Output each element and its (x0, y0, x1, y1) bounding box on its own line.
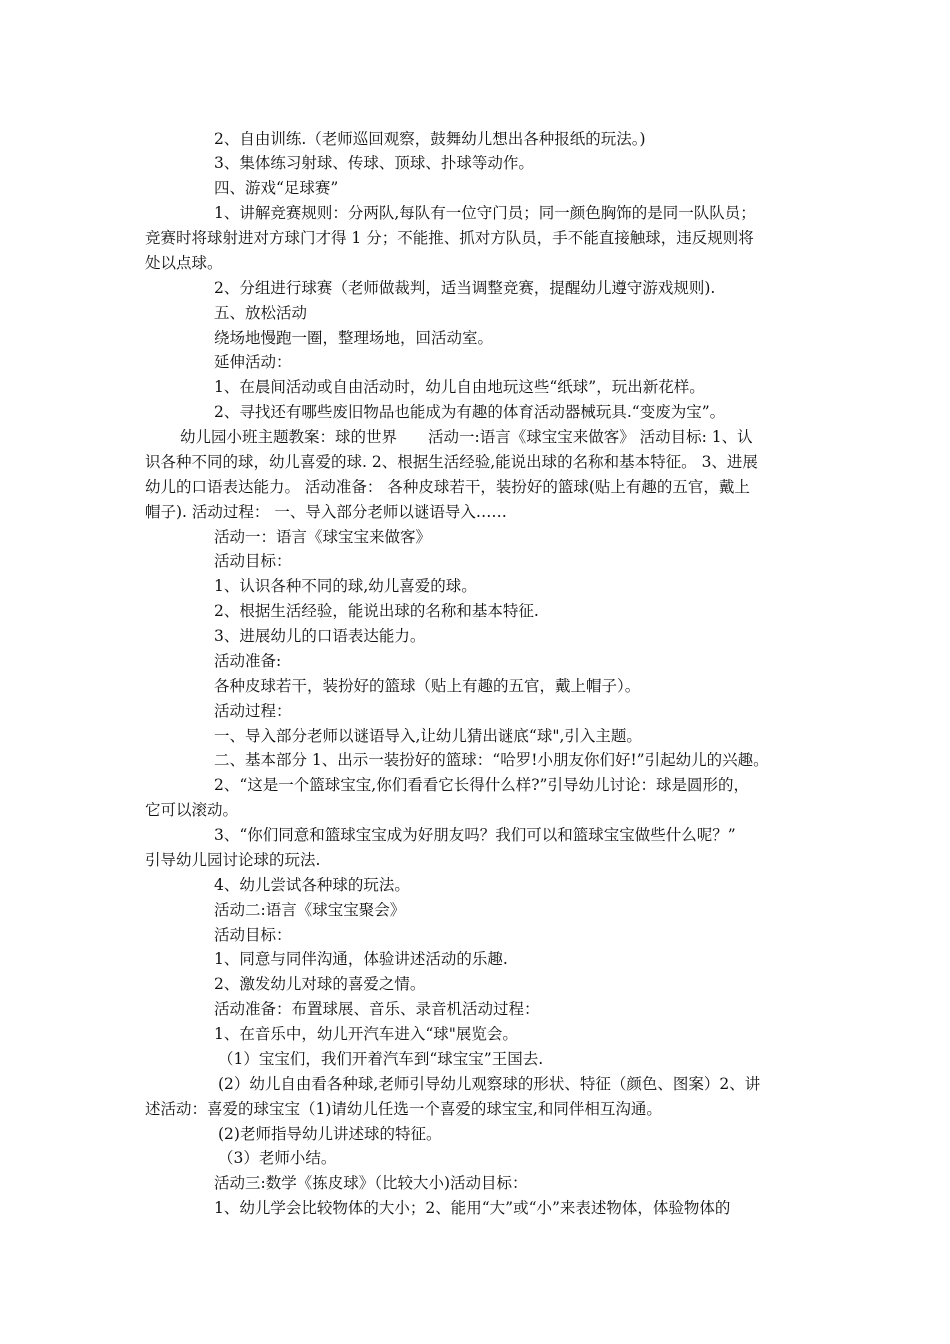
text-line: 1、在音乐中，幼儿开汽车进入“球"展览会。 (214, 1025, 518, 1043)
text-line: 1、同意与同伴沟通，体验讲述活动的乐趣. (214, 950, 508, 968)
text-line: 延伸活动： (214, 353, 292, 371)
text-line: 2、激发幼儿对球的喜爱之情。 (214, 975, 426, 993)
text-line: （1）宝宝们，我们开着汽车到“球宝宝”王国去. (218, 1050, 544, 1068)
text-line: 1、讲解竞赛规则：分两队,每队有一位守门员；同一颜色胸饰的是同一队队员； (214, 204, 756, 222)
text-line: 3、进展幼儿的口语表达能力。 (214, 627, 426, 645)
text-line: 活动目标： (214, 926, 292, 944)
text-line: 一、导入部分老师以谜语导入,让幼儿猜出谜底“球",引入主题。 (214, 727, 642, 745)
text-line: 帽子). 活动过程： 一、导入部分老师以谜语导入…… (145, 503, 507, 521)
text-line: 活动二:语言《球宝宝聚会》 (214, 901, 406, 919)
text-line: 4、幼儿尝试各种球的玩法。 (214, 876, 410, 894)
text-line: 述活动：喜爱的球宝宝（1)请幼儿任选一个喜爱的球宝宝,和同伴相互沟通。 (145, 1100, 662, 1118)
text-line: 活动三:数学《拣皮球》（比较大小)活动目标： (214, 1174, 528, 1192)
text-line: 竞赛时将球射进对方球门才得 1 分；不能推、抓对方队员，手不能直接触球，违反规则将 (145, 229, 754, 247)
text-line: 1、在晨间活动或自由活动时，幼儿自由地玩这些“纸球”，玩出新花样。 (214, 378, 705, 396)
text-line: 活动目标： (214, 552, 292, 570)
text-line: 二、基本部分 1、出示一装扮好的篮球：“哈罗!小朋友你们好!”引起幼儿的兴趣。 (214, 751, 769, 769)
text-line: 绕场地慢跑一圈，整理场地，回活动室。 (214, 329, 494, 347)
text-line: （3）老师小结。 (218, 1149, 337, 1167)
text-line: 引导幼儿园讨论球的玩法. (145, 851, 321, 869)
text-line: (2)老师指导幼儿讲述球的特征。 (218, 1125, 442, 1143)
text-line: 识各种不同的球，幼儿喜爱的球. 2、根据生活经验,能说出球的名称和基本特征。 3、进展 (145, 453, 758, 471)
text-line: 它可以滚动。 (145, 801, 239, 819)
text-line: 幼儿的口语表达能力。 活动准备： 各种皮球若干，装扮好的篮球(贴上有趣的五官，戴上 (145, 478, 750, 496)
text-line: 2、自由训练.（老师巡回观察，鼓舞幼儿想出各种报纸的玩法。) (214, 130, 646, 148)
text-line: 1、幼儿学会比较物体的大小；2、能用“大”或“小”来表述物体，体验物体的 (214, 1199, 731, 1217)
text-line: 2、根据生活经验，能说出球的名称和基本特征. (214, 602, 539, 620)
text-line: 3、集体练习射球、传球、顶球、扑球等动作。 (214, 154, 534, 172)
text-line: 2、“这是一个篮球宝宝,你们看看它长得什么样?”引导幼儿讨论：球是圆形的， (214, 776, 749, 794)
text-line: (2）幼儿自由看各种球,老师引导幼儿观察球的形状、特征（颜色、图案）2、讲 (218, 1075, 761, 1093)
text-line: 2、寻找还有哪些废旧物品也能成为有趣的体育活动器械玩具.“变废为宝”。 (214, 403, 726, 421)
text-line: 活动一：语言《球宝宝来做客》 (214, 528, 432, 546)
text-line: 五、放松活动 (214, 304, 308, 322)
text-line: 2、分组进行球赛（老师做裁判，适当调整竞赛，提醒幼儿遵守游戏规则). (214, 279, 716, 297)
text-line: 活动过程： (214, 702, 292, 720)
text-line: 各种皮球若干，装扮好的篮球（贴上有趣的五官，戴上帽子）。 (214, 677, 641, 695)
text-line: 1、认识各种不同的球,幼儿喜爱的球。 (214, 577, 477, 595)
text-line: 活动准备：布置球展、音乐、录音机活动过程： (214, 1000, 540, 1018)
text-line: 处以点球。 (145, 254, 223, 272)
text-line: 3、“你们同意和篮球宝宝成为好朋友吗？我们可以和篮球宝宝做些什么呢？” (214, 826, 736, 844)
text-line: 四、游戏“足球赛” (214, 179, 339, 197)
text-line: 活动准备: (214, 652, 282, 670)
text-line: 幼儿园小班主题教案：球的世界 活动一:语言《球宝宝来做客》 活动目标: 1、认 (180, 428, 753, 446)
